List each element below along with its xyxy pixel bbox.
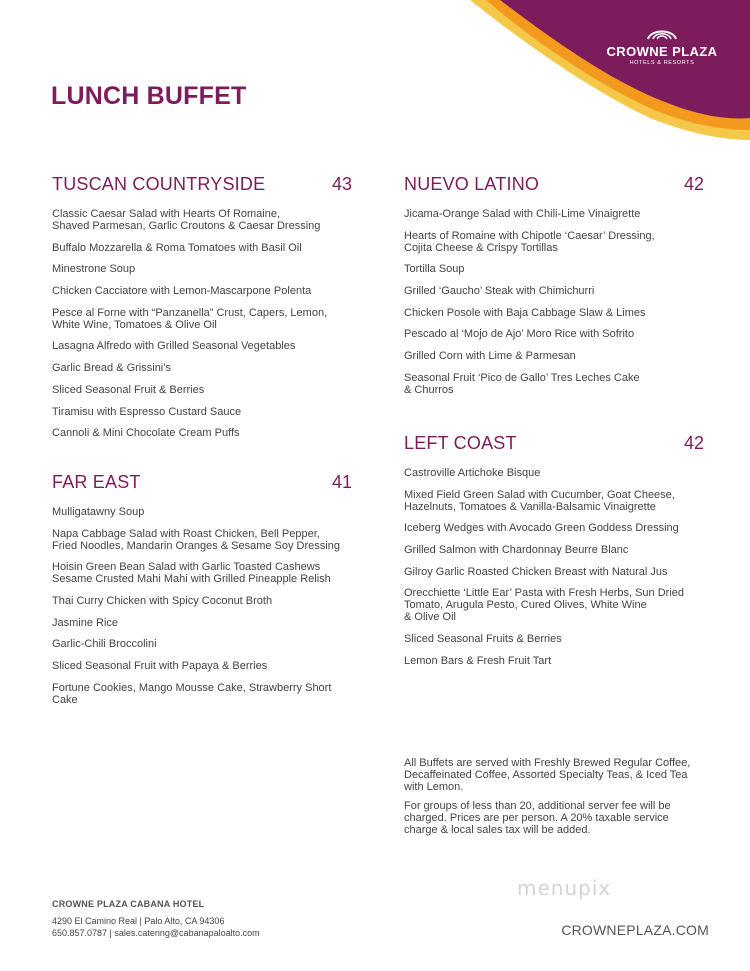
menu-item: Chicken Posole with Baja Cabbage Slaw & Limes bbox=[404, 306, 646, 319]
menu-item: Garlic-Chili Broccolini bbox=[52, 638, 157, 651]
menu-item-list bbox=[52, 506, 352, 706]
menu-item: Lemon Bars & Fresh Fruit Tart bbox=[404, 654, 552, 667]
menu-item: Thai Curry Chicken with Spicy Coconut Broth bbox=[52, 595, 273, 608]
menu-item: Tiramisu with Espresso Custard Sauce bbox=[52, 405, 242, 418]
menu-item: Classic Caesar Salad with Hearts Of Romaine, Shaved Parmesan, Garlic Croutons & Caesar Dressing bbox=[52, 208, 321, 232]
hotel-name: CROWNE PLAZA CABANA HOTEL bbox=[52, 899, 205, 909]
menu-item: Napa Cabbage Salad with Roast Chicken, Bell Pepper, Fried Noodles, Mandarin Oranges & Sesame Soy Dressing bbox=[52, 527, 340, 552]
menu-item: Garlic Bread & Grissini’s bbox=[52, 362, 171, 375]
section-title: FAR EAST bbox=[52, 472, 141, 492]
menu-item: Tortilla Soup bbox=[404, 263, 465, 276]
buffet-notes bbox=[404, 757, 704, 843]
menu-item: Pesce al Forne with “Panzanella” Crust, Capers, Lemon, White Wine, Tomatoes & Olive Oil bbox=[52, 306, 328, 331]
menu-item: Castroville Artichoke Bisque bbox=[404, 467, 541, 479]
menu-item-list bbox=[404, 467, 704, 667]
note-beverages: All Buffets are served with Freshly Brewed Regular Coffee, Decaffeinated Coffee, Assorted Specialty Teas, & Iced Tea with Lemon. bbox=[404, 757, 691, 793]
menu-item: Sliced Seasonal Fruit & Berries bbox=[52, 383, 205, 396]
brand-name: CROWNE PLAZA bbox=[606, 44, 718, 59]
menu-item: Grilled Corn with Lime & Parmesan bbox=[404, 350, 576, 363]
section-header bbox=[52, 472, 352, 498]
menu-item: Mulligatawny Soup bbox=[52, 506, 145, 518]
section-header bbox=[52, 174, 352, 200]
section-title: NUEVO LATINO bbox=[404, 174, 540, 194]
section-title: TUSCAN COUNTRYSIDE bbox=[52, 174, 266, 194]
menu-item: Orecchiette ‘Little Ear’ Pasta with Fresh Herbs, Sun Dried Tomato, Arugula Pesto, Cured Olives, White Wine & Olive Oil bbox=[404, 587, 685, 624]
menu-item: Grilled Salmon with Chardonnay Beurre Blanc bbox=[404, 544, 629, 557]
menu-item: Gilroy Garlic Roasted Chicken Breast with Natural Jus bbox=[404, 565, 668, 578]
menu-item: Pescado al ‘Mojo de Ajo’ Moro Rice with Sofrito bbox=[404, 328, 635, 341]
menu-item: Sliced Seasonal Fruit with Papaya & Berries bbox=[52, 660, 268, 673]
section-nuevo-latino bbox=[404, 174, 704, 406]
website-link[interactable]: CROWNEPLAZA.COM bbox=[561, 922, 709, 938]
section-title: LEFT COAST bbox=[404, 433, 517, 453]
menu-item-list bbox=[404, 208, 704, 396]
menu-item: Mixed Field Green Salad with Cucumber, Goat Cheese, Hazelnuts, Tomatoes & Vanilla-Balsamic Vinaigrette bbox=[404, 488, 675, 513]
menu-item: Cannoli & Mini Chocolate Cream Puffs bbox=[52, 427, 240, 440]
menu-item: Jasmine Rice bbox=[52, 616, 119, 629]
section-price: 42 bbox=[683, 174, 704, 194]
menu-item: Lasagna Alfredo with Grilled Seasonal Vegetables bbox=[52, 340, 296, 353]
menu-item: Iceberg Wedges with Avocado Green Goddess Dressing bbox=[404, 522, 679, 535]
menu-item: Jicama-Orange Salad with Chili-Lime Vinaigrette bbox=[404, 208, 641, 220]
menu-item: Hoisin Green Bean Salad with Garlic Toasted Cashews Sesame Crusted Mahi Mahi with Grilled Pineapple Relish bbox=[52, 561, 331, 586]
hotel-address: 4290 El Camino Real | Palo Alto, CA 94306 bbox=[52, 916, 225, 926]
section-header bbox=[404, 174, 704, 200]
menupix-watermark: menupix bbox=[517, 876, 612, 900]
section-far-east bbox=[52, 472, 352, 716]
hotel-contact: 650.857.0787 | sales.catering@cabanapaloalto.com bbox=[52, 928, 260, 938]
brand-tagline: HOTELS & RESORTS bbox=[629, 60, 695, 66]
note-pricing: For groups of less than 20, additional server fee will be charged. Prices are per person. A 20% taxable service charge & local sales tax will be added. bbox=[404, 800, 671, 836]
section-price: 41 bbox=[331, 472, 352, 492]
section-tuscan-countryside bbox=[52, 174, 352, 449]
crown-logo-icon bbox=[645, 26, 679, 42]
header-swoosh bbox=[0, 0, 750, 160]
menu-item: Grilled ‘Gaucho’ Steak with Chimichurri bbox=[404, 285, 595, 298]
menu-item: Buffalo Mozzarella & Roma Tomatoes with Basil Oil bbox=[52, 241, 302, 254]
menu-item: Minestrone Soup bbox=[52, 263, 136, 276]
menu-item: Hearts of Romaine with Chipotle ‘Caesar’ Dressing, Cojita Cheese & Crispy Tortillas bbox=[404, 229, 655, 254]
section-header bbox=[404, 433, 704, 459]
section-price: 43 bbox=[331, 174, 352, 194]
menu-item: Seasonal Fruit ‘Pico de Gallo’ Tres Leches Cake & Churros bbox=[404, 371, 640, 396]
section-price: 42 bbox=[683, 433, 704, 453]
menu-item: Fortune Cookies, Mango Mousse Cake, Strawberry Short Cake bbox=[52, 681, 332, 706]
menu-item: Chicken Cacciatore with Lemon-Mascarpone Polenta bbox=[52, 285, 312, 298]
page-title: LUNCH BUFFET bbox=[51, 82, 247, 110]
brand-logo bbox=[602, 26, 722, 66]
section-left-coast bbox=[404, 433, 704, 677]
footer-contact bbox=[52, 899, 372, 939]
menu-item: Sliced Seasonal Fruits & Berries bbox=[404, 633, 562, 646]
menu-item-list bbox=[52, 208, 352, 439]
